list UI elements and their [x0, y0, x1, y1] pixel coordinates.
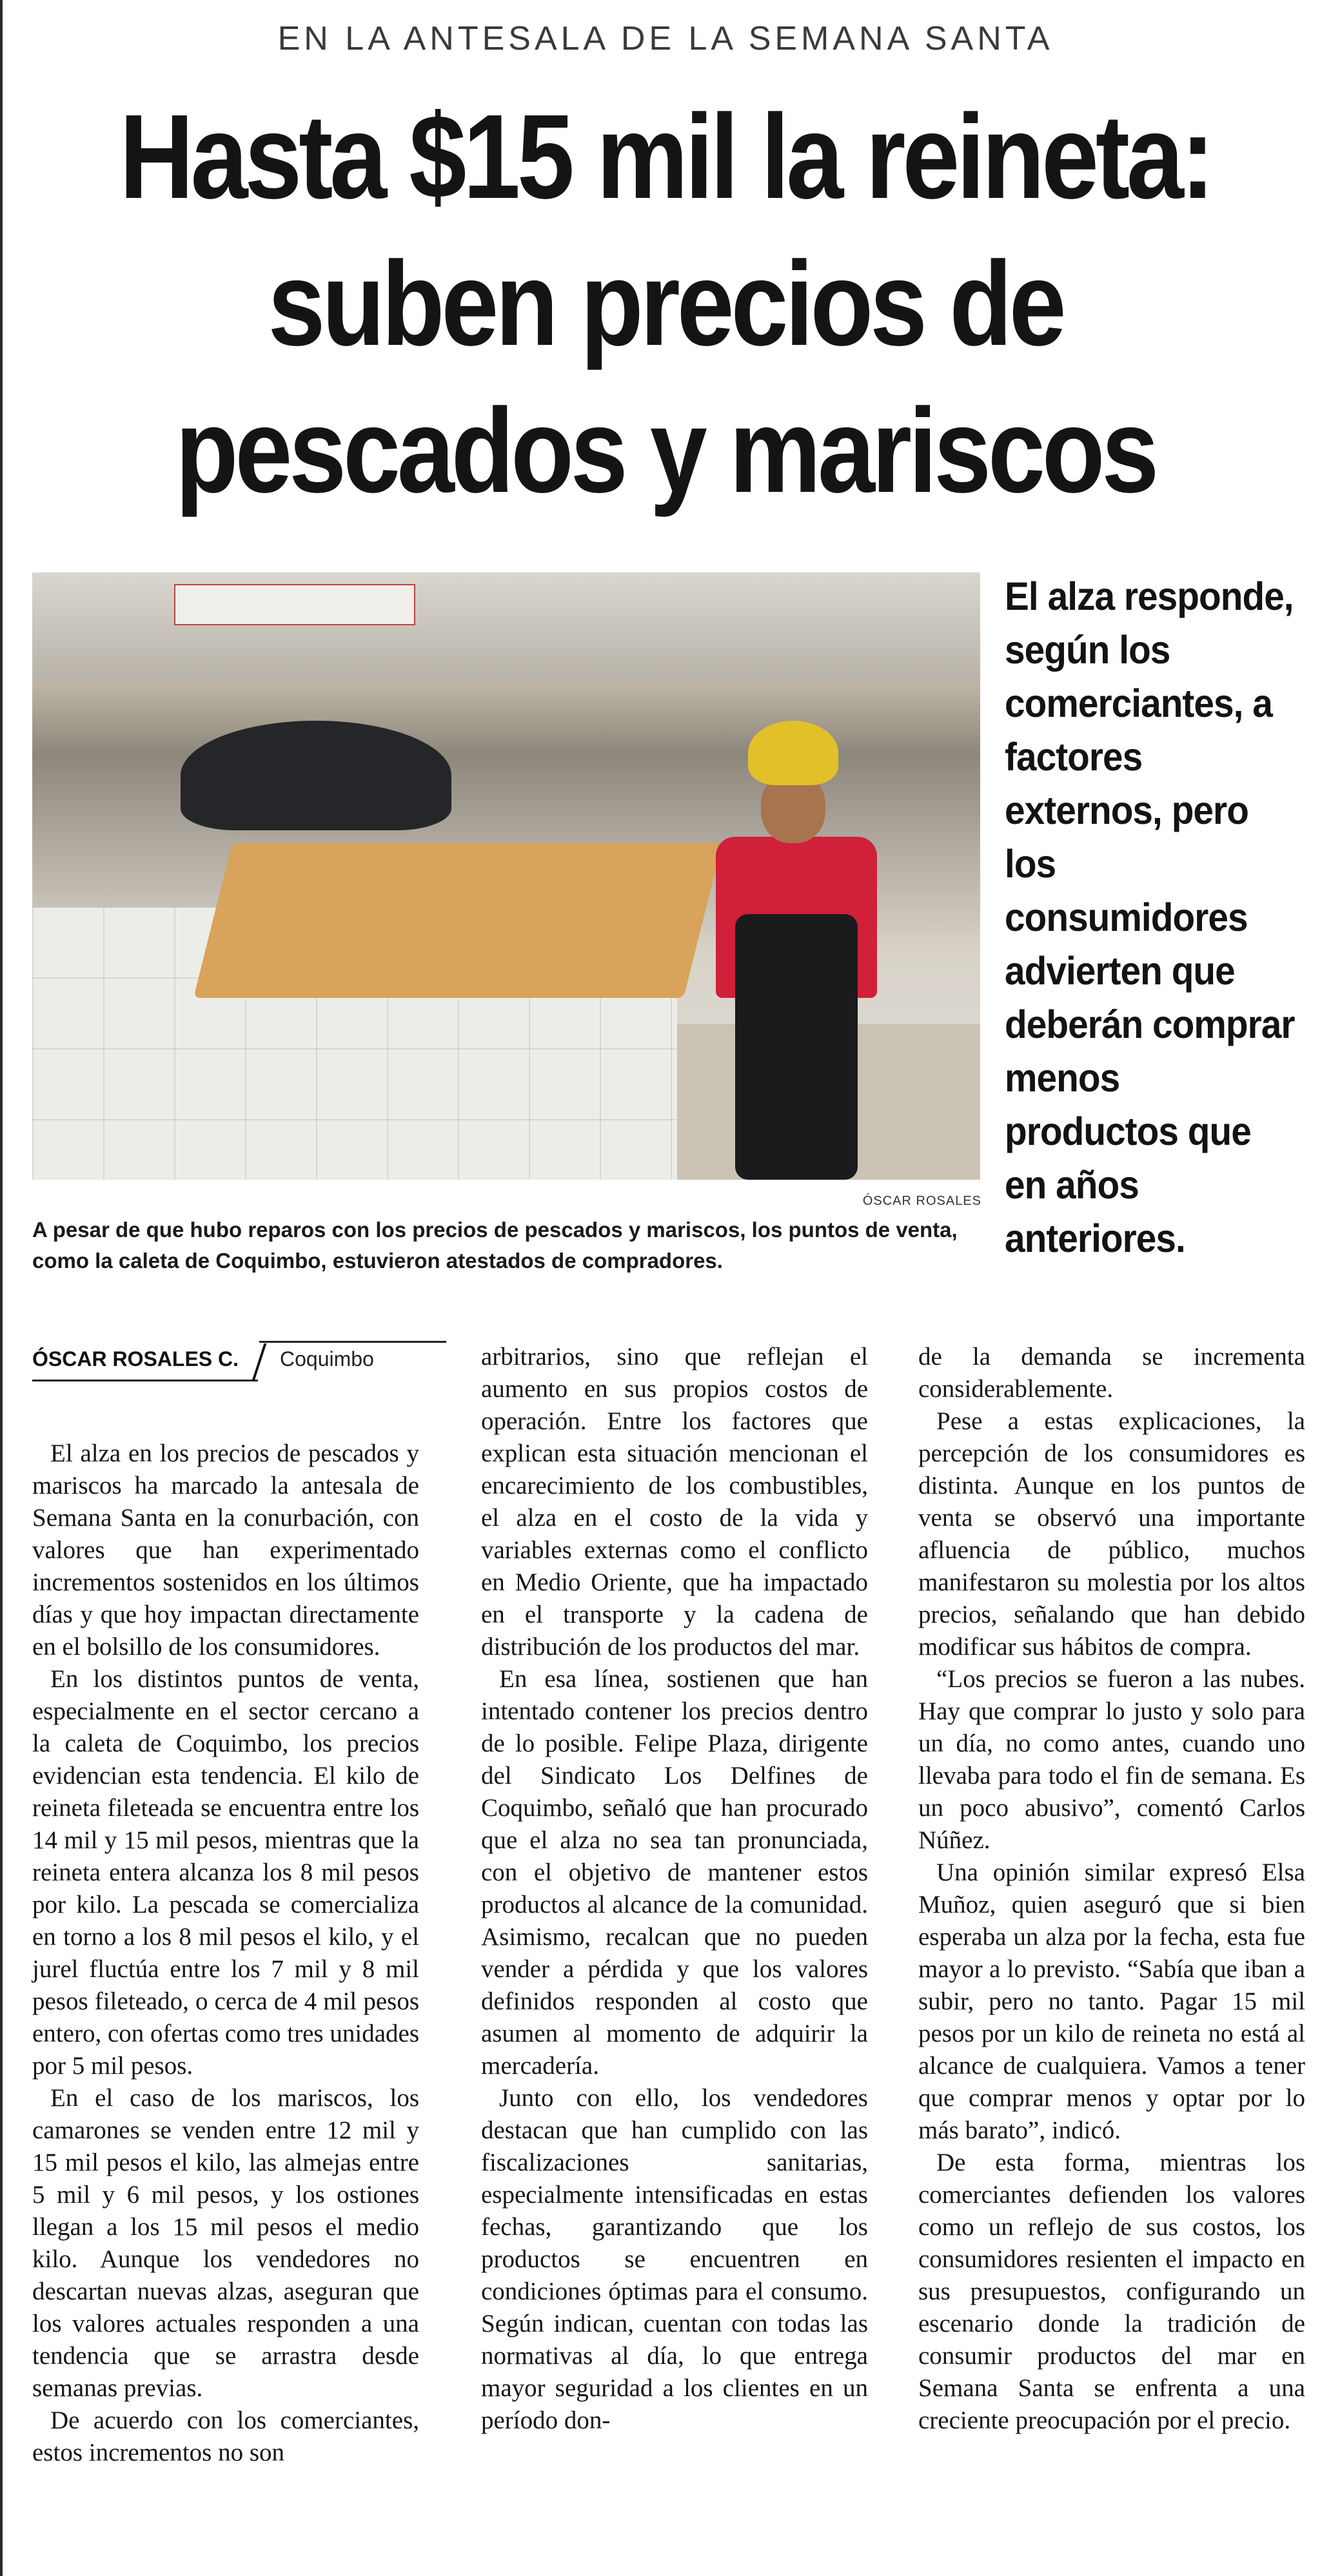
byline-city: Coquimbo — [280, 1347, 374, 1371]
photo-vendor — [690, 721, 883, 1180]
article-paragraph: Una opinión similar expresó Elsa Muñoz, quien aseguró que si bien esperaba un alza por la fecha, esta fue mayor a lo previsto. “Sabía que iban a subir, pero no tanto. Pagar 15 mil pesos por un kilo de reineta no está al alcance de cualquiera. Vamos a tener que comprar menos y optar por lo más barato”, indicó. — [918, 1859, 1305, 2144]
photo-caption: A pesar de que hubo reparos con los precios de pescados y mariscos, los puntos de venta, como la caleta de Coquimbo, estuvieron atestados de compradores. — [32, 1218, 958, 1273]
article-paragraph: De acuerdo con los comerciantes, estos incrementos no son — [32, 2406, 419, 2466]
article-column-3 — [918, 1341, 1305, 2437]
article-paragraph: de la demanda se incrementa considerablemente. — [918, 1343, 1305, 1403]
article-paragraph: Pese a estas explicaciones, la percepción de los consumidores es distinta. Aunque en los puntos de venta se observó una importante afluencia de público, muchos manifestaron su molestia por los altos precios, señalando que han debido modificar sus hábitos de compra. — [918, 1407, 1305, 1661]
article-paragraph: Junto con ello, los vendedores destacan que han cumplido con las fiscalizaciones sanitarias, especialmente intensificadas en estas fechas, garantizando que los productos se encuentren en condiciones óptimas para el consumo. Según indican, cuentan con todas las normativas al día, lo que entrega mayor seguridad a los clientes en un período don- — [481, 2084, 868, 2434]
photo-stall-sign — [174, 584, 415, 625]
byline — [32, 1341, 413, 1382]
headline-line: Hasta $15 mil la reineta: — [119, 90, 1212, 224]
article-paragraph: El alza en los precios de pescados y mariscos ha marcado la antesala de Semana Santa en la conurbación, con valores que han experimentado incrementos sostenidos en los últimos días y que hoy impactan directamente en el bolsillo de los consumidores. — [32, 1439, 419, 1661]
headline-line: pescados y mariscos — [175, 384, 1156, 518]
article-paragraph: arbitrarios, sino que reflejan el aumento en sus propios costos de operación. Entre los factores que explican esta situación mencionan el encarecimiento de los combustibles, el alza en el costo de la vida y variables externas como el conflicto en Medio Oriente, que ha impactado en el transporte y la cadena de distribución de los productos del mar. — [481, 1343, 868, 1661]
kicker: EN LA ANTESALA DE LA SEMANA SANTA — [277, 20, 1054, 57]
article-paragraph: De esta forma, mientras los comerciantes defienden los valores como un reflejo de sus costos, los consumidores resienten el impacto en sus presupuestos, configurando un escenario donde la tradición de consumir productos del mar en Semana Santa se enfrenta a una creciente preocupación por el precio. — [918, 2149, 1305, 2434]
sidebar-summary: El alza responde, según los comerciantes, a factores externos, pero los consumidores advierten que deberán comprar menos productos que en años anteriores. — [1005, 574, 1295, 1260]
article-paragraph: “Los precios se fueron a las nubes. Hay que comprar lo justo y solo para un día, no como antes, cuando uno llevaba para todo el fin de semana. Es un poco abusivo”, comentó Carlos Núñez. — [918, 1665, 1305, 1854]
byline-author: ÓSCAR ROSALES C. — [32, 1347, 239, 1371]
photo-vendor-apron — [735, 914, 858, 1180]
article-column-2 — [481, 1341, 868, 2437]
photo-credit: ÓSCAR ROSALES — [862, 1194, 981, 1208]
article-column-1 — [32, 1438, 419, 2469]
headline — [93, 84, 1237, 525]
byline-rule-top — [259, 1341, 446, 1343]
photo-vendor-hat — [748, 721, 838, 785]
left-border-rule — [0, 0, 3, 2576]
byline-rule — [32, 1380, 258, 1381]
market-photo — [32, 572, 980, 1180]
article-paragraph: En el caso de los mariscos, los camarones se venden entre 12 mil y 15 mil pesos el kilo, las almejas entre 5 mil y 6 mil pesos, y los ostiones llegan a los 15 mil pesos el medio kilo. Aunque los vendedores no descartan nuevas alzas, aseguran que los valores actuales responden a una tendencia que se arrastra desde semanas previas. — [32, 2084, 419, 2402]
byline-slash — [252, 1343, 267, 1381]
photo-mussels — [181, 721, 451, 830]
article-paragraph: En los distintos puntos de venta, especialmente en el sector cercano a la caleta de Coquimbo, los precios evidencian esta tendencia. El kilo de reineta fileteada se encuentra entre los 14 mil y 15 mil pesos, mientras que la reineta entera alcanza los 8 mil pesos por kilo. La pescada se comercializa en torno a los 8 mil pesos el kilo, y el jurel fluctúa entre los 7 mil y 8 mil pesos fileteado, o cerca de 4 mil pesos entero, con ofertas como tres unidades por 5 mil pesos. — [32, 1665, 419, 2080]
photo-seafood-tray — [193, 843, 722, 998]
article-paragraph: En esa línea, sostienen que han intentado contener los precios dentro de lo posible. Felipe Plaza, dirigente del Sindicato Los Delfines de Coquimbo, señaló que han procurado que el alza no sea tan pronunciada, con el objetivo de mantener estos productos al alcance de la comunidad. Asimismo, recalcan que no pueden vender a pérdida y que los valores definidos responden al costo que asumen al momento de adquirir la mercadería. — [481, 1665, 868, 2080]
headline-line: suben precios de — [268, 237, 1063, 371]
